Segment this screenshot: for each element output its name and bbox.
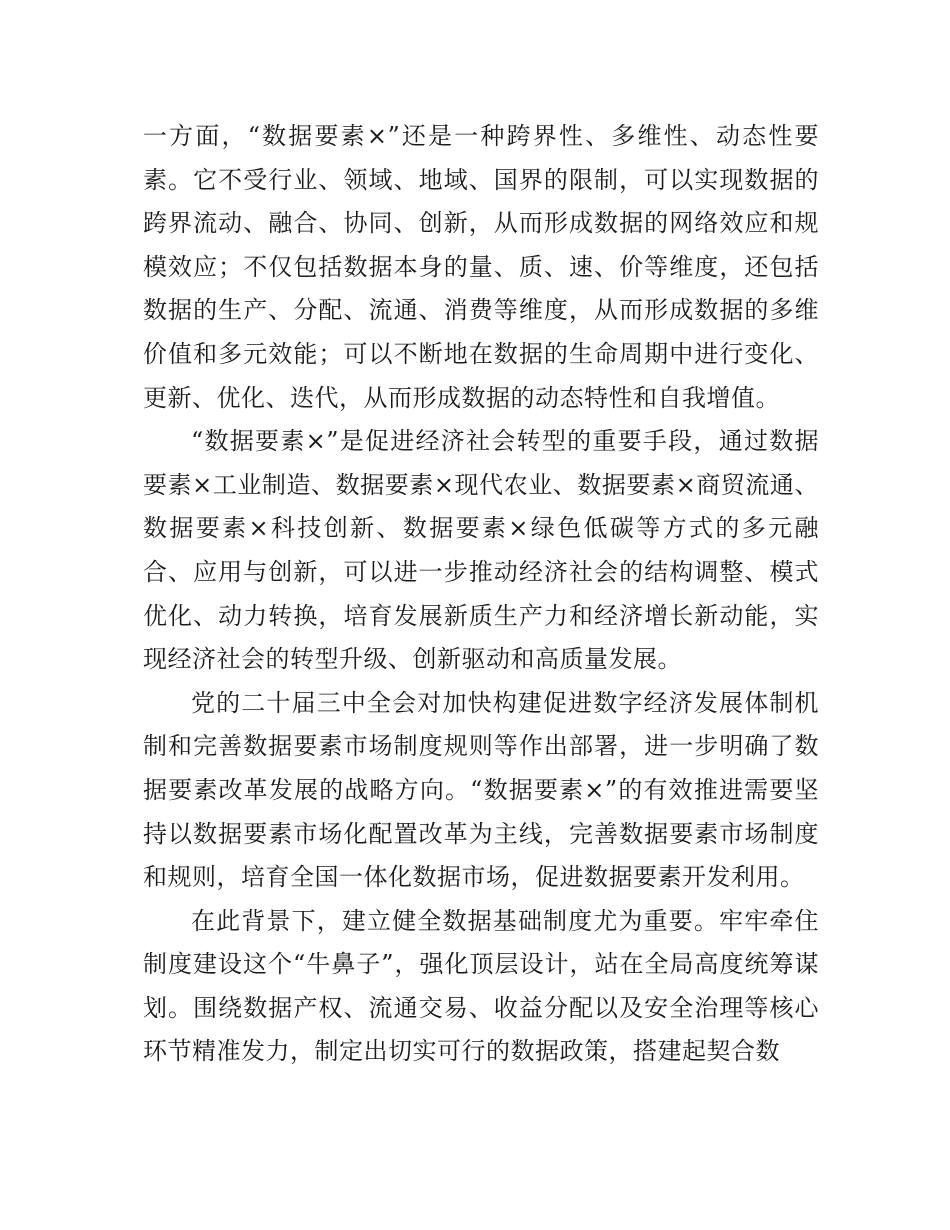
document-body [143, 115, 819, 1074]
paragraph-2: “数据要素×”是促进经济社会转型的重要手段，通过数据要素×工业制造、数据要素×现代农业、数据要素×商贸流通、数据要素×科技创新、数据要素×绿色低碳等方式的多元融合、应用与创新，可以进一步推动经济社会的结构调整、模式优化、动力转换，培育发展新质生产力和经济增长新动能，实现经济社会的转型升级、创新驱动和高质量发展。 [143, 427, 819, 674]
paragraph-1: 一方面，“数据要素×”还是一种跨界性、多维性、动态性要素。它不受行业、领域、地域、国界的限制，可以实现数据的跨界流动、融合、协同、创新，从而形成数据的网络效应和规模效应；不仅包括数据本身的量、质、速、价等维度，还包括数据的生产、分配、流通、消费等维度，从而形成数据的多维价值和多元效能；可以不断地在数据的生命周期中进行变化、更新、优化、迭代，从而形成数据的动态特性和自我增值。 [143, 122, 819, 412]
paragraph-4: 在此背景下，建立健全数据基础制度尤为重要。牢牢牵住制度建设这个“牛鼻子”，强化顶层设计，站在全局高度统筹谋划。围绕数据产权、流通交易、收益分配以及安全治理等核心环节精准发力，制定出切实可行的数据政策，搭建起契合数 [143, 906, 819, 1066]
paragraph-3: 党的二十届三中全会对加快构建促进数字经济发展体制机制和完善数据要素市场制度规则等作出部署，进一步明确了数据要素改革发展的战略方向。“数据要素×”的有效推进需要坚持以数据要素市场化配置改革为主线，完善数据要素市场制度和规则，培育全国一体化数据市场，促进数据要素开发利用。 [143, 688, 819, 892]
